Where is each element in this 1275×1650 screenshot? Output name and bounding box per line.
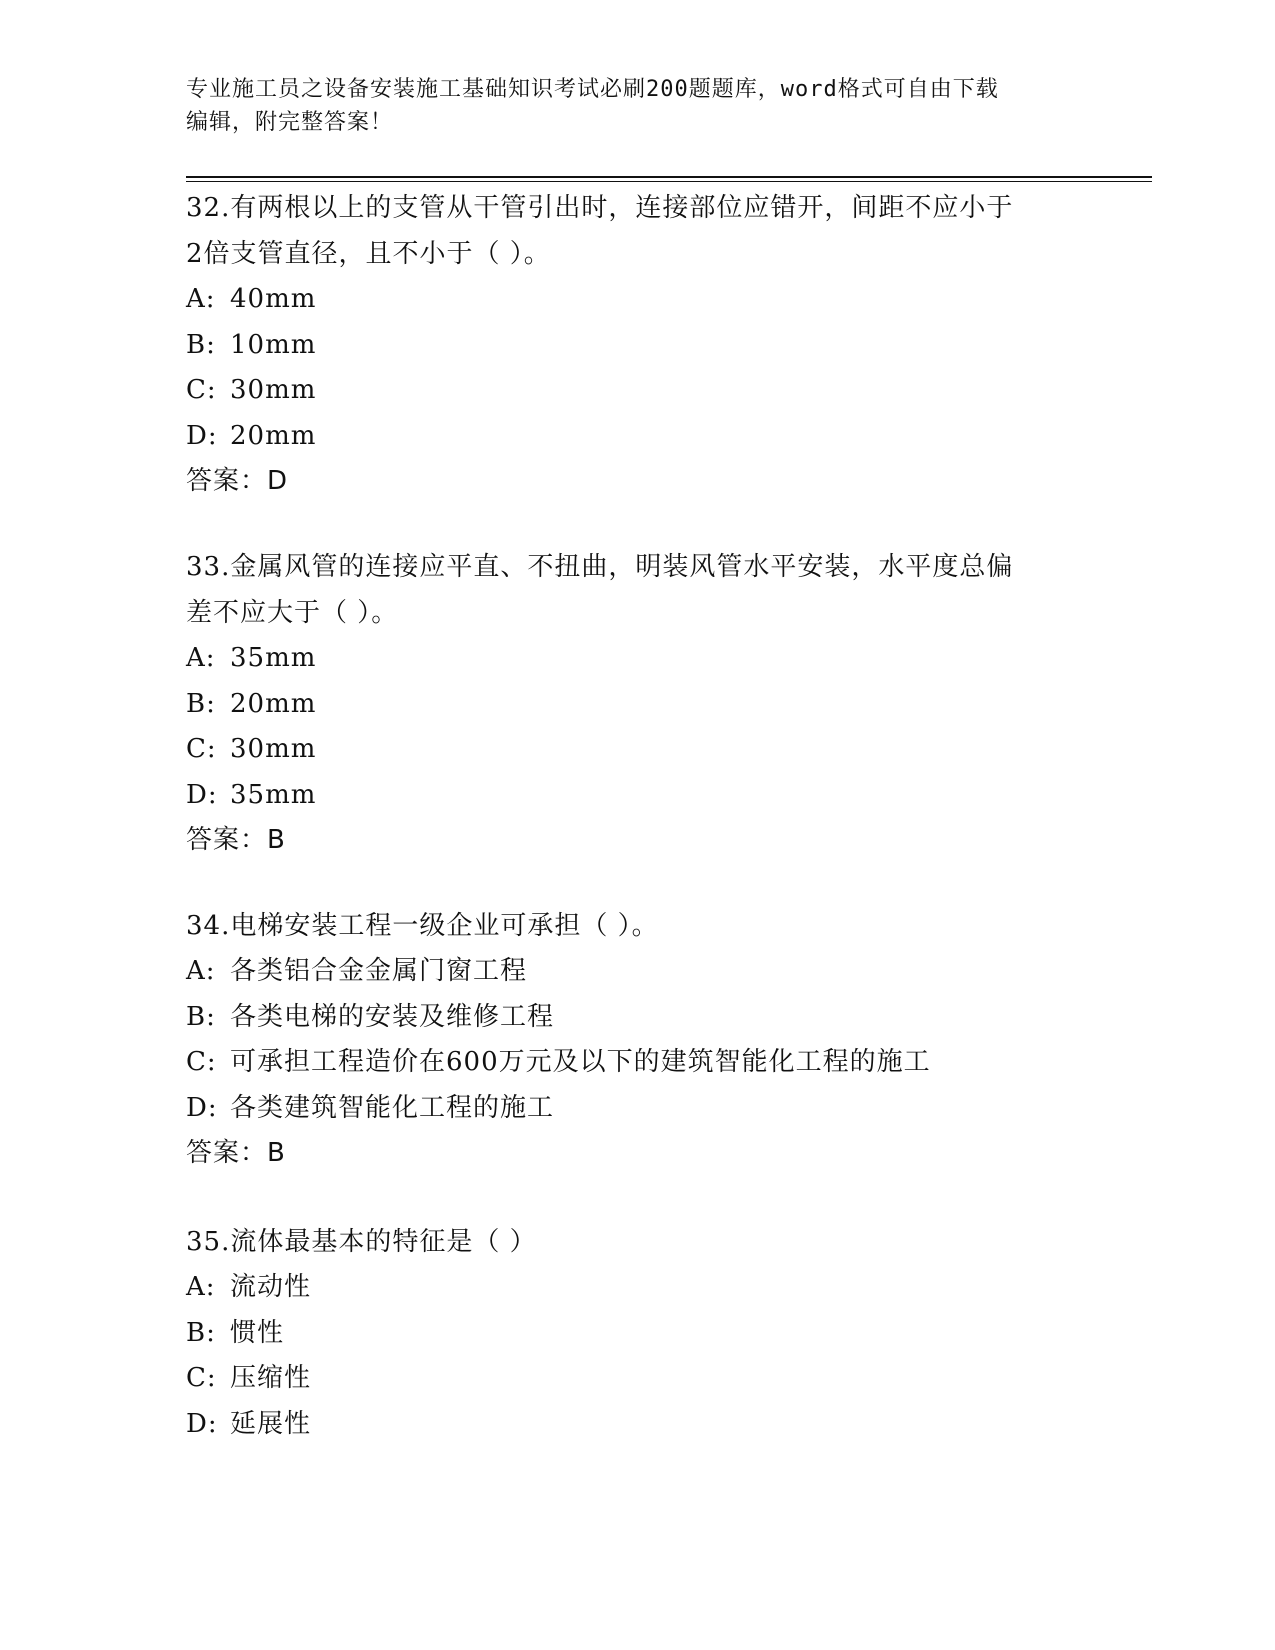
option-key: B: bbox=[186, 329, 216, 360]
question-text-line-1: 35.流体最基本的特征是（ ） bbox=[186, 1227, 537, 1257]
question-34 bbox=[186, 903, 1086, 1176]
question-text-line-1: 34.电梯安装工程一级企业可承担（ ）。 bbox=[186, 911, 659, 941]
answer-label: 答案：D bbox=[186, 466, 289, 496]
option-text: 流动性 bbox=[230, 1272, 312, 1302]
question-text-line-1: 32.有两根以上的支管从干管引出时，连接部位应错开，间距不应小于 bbox=[186, 193, 1014, 223]
header-line-1: 专业施工员之设备安装施工基础知识考试必刷200题题库，word格式可自由下载 bbox=[186, 77, 999, 102]
question-text-line-1: 33.金属风管的连接应平直、不扭曲，明装风管水平安装，水平度总偏 bbox=[186, 552, 1014, 582]
option-text: 20mm bbox=[230, 420, 317, 451]
option-key: D: bbox=[186, 1092, 218, 1123]
option-text: 20mm bbox=[230, 688, 317, 719]
option-key: A: bbox=[186, 643, 216, 673]
option-b bbox=[186, 682, 1086, 728]
document-header bbox=[186, 73, 1086, 139]
option-c bbox=[186, 1040, 1086, 1086]
option-key: D: bbox=[186, 779, 218, 810]
question-32 bbox=[186, 185, 1086, 504]
option-text: 40mm bbox=[230, 284, 317, 314]
option-key: C: bbox=[186, 734, 217, 764]
option-key: C: bbox=[186, 1363, 217, 1393]
option-key: C: bbox=[186, 375, 217, 405]
answer-label: 答案：B bbox=[186, 825, 286, 855]
question-text-line-2: 2倍支管直径，且不小于（ ）。 bbox=[186, 239, 551, 269]
answer-label: 答案：B bbox=[186, 1138, 286, 1168]
option-key: C: bbox=[186, 1047, 217, 1077]
option-key: B: bbox=[186, 1001, 216, 1032]
option-text: 各类建筑智能化工程的施工 bbox=[230, 1092, 555, 1123]
option-b bbox=[186, 995, 1086, 1041]
header-line-2: 编辑，附完整答案！ bbox=[186, 110, 394, 135]
option-d bbox=[186, 1402, 1086, 1448]
option-key: B: bbox=[186, 1317, 216, 1348]
option-text: 各类电梯的安装及维修工程 bbox=[230, 1001, 555, 1032]
option-key: B: bbox=[186, 688, 216, 719]
option-text: 10mm bbox=[230, 329, 317, 360]
option-text: 35mm bbox=[230, 643, 317, 673]
option-c bbox=[186, 1356, 1086, 1402]
option-d bbox=[186, 414, 1086, 460]
option-text: 压缩性 bbox=[230, 1363, 312, 1393]
option-text: 35mm bbox=[230, 779, 317, 810]
option-text: 30mm bbox=[230, 734, 317, 764]
option-c bbox=[186, 368, 1086, 414]
option-a bbox=[186, 636, 1086, 682]
question-33 bbox=[186, 544, 1086, 863]
option-text: 30mm bbox=[230, 375, 317, 405]
option-text: 可承担工程造价在600万元及以下的建筑智能化工程的施工 bbox=[230, 1047, 931, 1077]
option-key: D: bbox=[186, 1408, 218, 1439]
question-35 bbox=[186, 1219, 1086, 1447]
option-a bbox=[186, 277, 1086, 323]
option-d bbox=[186, 773, 1086, 819]
option-c bbox=[186, 727, 1086, 773]
header-divider bbox=[186, 176, 1152, 182]
option-key: D: bbox=[186, 420, 218, 451]
option-d bbox=[186, 1086, 1086, 1132]
option-text: 延展性 bbox=[230, 1408, 312, 1439]
option-b bbox=[186, 323, 1086, 369]
option-b bbox=[186, 1311, 1086, 1357]
option-a bbox=[186, 949, 1086, 995]
question-text-line-2: 差不应大于（ ）。 bbox=[186, 598, 399, 628]
option-text: 各类铝合金金属门窗工程 bbox=[230, 956, 528, 986]
option-key: A: bbox=[186, 284, 216, 314]
option-key: A: bbox=[186, 956, 216, 986]
option-text: 惯性 bbox=[230, 1317, 285, 1348]
option-key: A: bbox=[186, 1272, 216, 1302]
option-a bbox=[186, 1265, 1086, 1311]
